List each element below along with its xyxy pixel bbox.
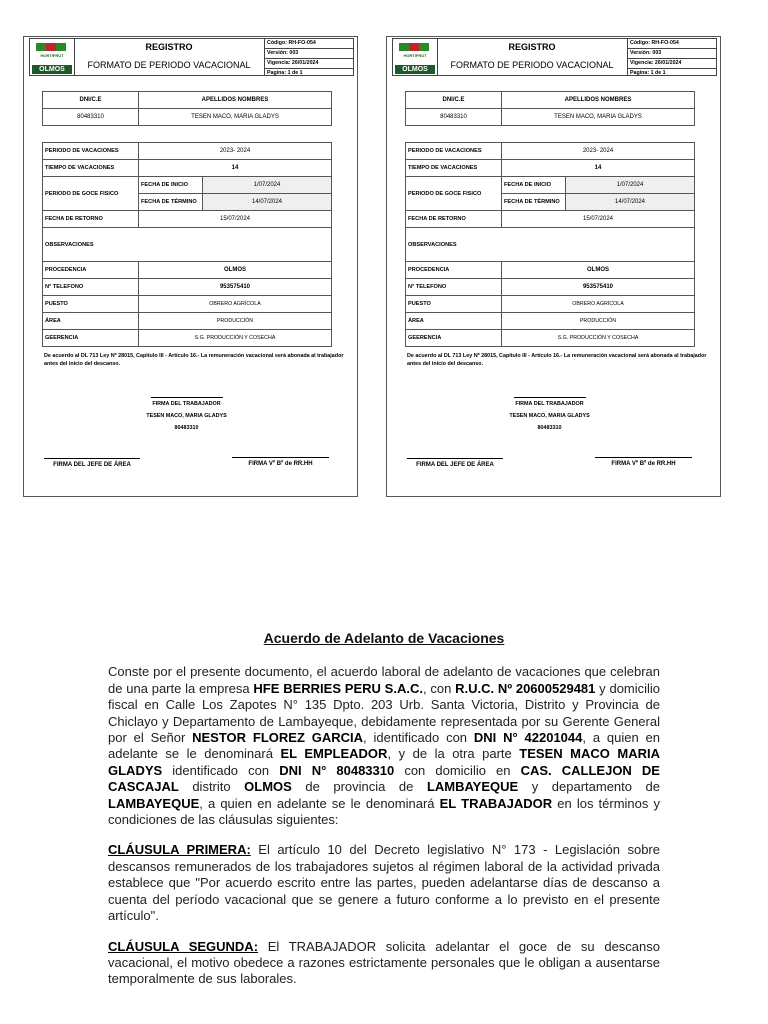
tiempo-value: 14 — [139, 160, 332, 177]
firma-rrhh: FIRMA Vº Bº de RR.HH — [595, 457, 692, 467]
goce-label: PERIODO DE GOCE FISICO — [406, 177, 502, 211]
inicio-value: 1/07/2024 — [203, 177, 332, 194]
worker-district: OLMOS — [244, 779, 292, 795]
worker-address: CAS. CALLEJON DE CASCAJAL — [108, 762, 660, 795]
worker-province: LAMBAYEQUE — [426, 779, 519, 795]
company-logo — [393, 39, 438, 75]
inicio-value: 1/07/2024 — [566, 177, 695, 194]
puesto-value: OBRERO AGRÍCOLA — [139, 296, 332, 313]
gerencia-label: GEERENCIA — [406, 330, 502, 347]
termino-value: 14/07/2024 — [203, 194, 332, 211]
worker-name: TESEN MACO MARIA GLADYS — [108, 746, 660, 778]
intro-text: , con — [422, 680, 456, 696]
form-title: REGISTRO — [145, 42, 193, 52]
periodo-label: PERIODO DE VACACIONES — [406, 143, 502, 160]
signature-name: TESEN MACO, MARIA GLADYS — [509, 413, 590, 419]
goce-label: PERIODO DE GOCE FISICO — [43, 177, 139, 211]
legal-note: De acuerdo al DL 713 Ley Nº 28015, Capitulo III - Artículo 16.- La remuneración vacacional será abonada al trabajador antes del inicio del descanso. — [44, 353, 344, 367]
id-table — [42, 91, 332, 126]
firma-jefe: FIRMA DEL JEFE DE ÁREA — [44, 458, 140, 468]
telefono-value: 953575410 — [139, 279, 332, 296]
form-meta — [627, 39, 717, 75]
dni-header: DNI/C.E — [43, 92, 139, 109]
legal-note: De acuerdo al DL 713 Ley Nº 28015, Capitulo III - Artículo 16.- La remuneración vacacional será abonada al trabajador antes del inicio del descanso. — [407, 353, 707, 367]
firma-jefe: FIRMA DEL JEFE DE ÁREA — [407, 458, 503, 468]
intro-text: , identificado con — [363, 730, 474, 746]
form-version: Versión: 003 — [265, 49, 354, 59]
intro-text: , a quien en adelante se le denominará — [108, 730, 660, 762]
employer-role: EL EMPLEADOR — [280, 746, 388, 762]
advance-vacation-agreement — [108, 630, 660, 1002]
firma-rrhh: FIRMA Vº Bº de RR.HH — [232, 457, 329, 467]
form-vigencia: Vigencia: 26/01/2024 — [265, 59, 354, 69]
intro-text: distrito — [178, 779, 245, 795]
termino-label: FECHA DE TÉRMINO — [139, 194, 203, 211]
puesto-label: PUESTO — [43, 296, 139, 313]
intro-text: , a quien en adelante se le denominará — [199, 795, 440, 811]
procedencia-label: PROCEDENCIA — [406, 262, 502, 279]
puesto-label: PUESTO — [406, 296, 502, 313]
observaciones-label: OBSERVACIONES — [406, 228, 695, 262]
telefono-value: 953575410 — [502, 279, 695, 296]
worker-signature-block — [114, 397, 259, 434]
names-header: APELLIDOS NOMBRES — [139, 92, 332, 109]
form-vigencia: Vigencia: 26/01/2024 — [628, 59, 717, 69]
inicio-label: FECHA DE INICIO — [502, 177, 566, 194]
names-header: APELLIDOS NOMBRES — [502, 92, 695, 109]
signature-label: FIRMA DEL TRABAJADOR — [152, 401, 221, 407]
area-label: ÁREA — [406, 313, 502, 330]
inicio-label: FECHA DE INICIO — [139, 177, 203, 194]
retorno-value: 15/07/2024 — [139, 211, 332, 228]
logo-brand: HORTIFRUT — [40, 53, 64, 58]
names-value: TESEN MACO, MARIA GLADYS — [502, 109, 695, 126]
tiempo-value: 14 — [502, 160, 695, 177]
clause-first — [108, 842, 660, 924]
form-header — [392, 38, 717, 76]
company-ruc: R.U.C. Nº 20600529481 — [455, 680, 596, 696]
form-version: Versión: 003 — [628, 49, 717, 59]
clause-first-text: El artículo 10 del Decreto legislativo N° 173 - Legislación sobre descansos remunerados de los trabajadores sujetos al régimen laboral de la actividad privada establece que "Por acuerdo escrito entre las partes, pueden adelantarse días de descanso a cuenta del período vacacional que se genere a futuro conforme a lo previsto en el presente artículo". — [108, 842, 660, 924]
periodo-label: PERIODO DE VACACIONES — [43, 143, 139, 160]
vacation-table — [42, 142, 332, 347]
intro-text: y domicilio fiscal en Calle Los Zapotes N° 135 Dpto. 203 Urb. Santa Victoria, Distrito y Provincia de Chiclayo y Departamento de Lambayeque, debidamente representada por su Gerente General por el Señor — [108, 680, 661, 746]
signature-dni: 80483310 — [537, 425, 562, 431]
form-header — [29, 38, 354, 76]
procedencia-label: PROCEDENCIA — [43, 262, 139, 279]
form-subtitle: FORMATO DE PERIODO VACACIONAL — [450, 60, 614, 70]
signature-name: TESEN MACO, MARIA GLADYS — [146, 413, 227, 419]
logo-flag-icon — [36, 43, 66, 51]
area-value: PRODUCCIÓN — [502, 313, 695, 330]
dni-header: DNI/C.E — [406, 92, 502, 109]
logo-flag-icon — [399, 43, 429, 51]
area-label: ÁREA — [43, 313, 139, 330]
intro-text: y departamento de — [518, 779, 660, 795]
tiempo-label: TIEMPO DE VACACIONES — [43, 160, 139, 177]
periodo-value: 2023- 2024 — [139, 143, 332, 160]
retorno-label: FECHA DE RETORNO — [43, 211, 139, 228]
retorno-value: 15/07/2024 — [502, 211, 695, 228]
form-code: Código: RH-FO-054 — [628, 39, 717, 49]
intro-text: en los términos y condiciones de las cláusulas siguientes: — [108, 795, 661, 828]
worker-dni: DNI N° 80483310 — [279, 762, 395, 778]
manager-name: NESTOR FLOREZ GARCIA — [192, 730, 364, 746]
names-value: TESEN MACO, MARIA GLADYS — [139, 109, 332, 126]
telefono-label: N° TELEFONO — [406, 279, 502, 296]
puesto-value: OBRERO AGRÍCOLA — [502, 296, 695, 313]
clause-second-text: El TRABAJADOR solicita adelantar el goce de su descanso vacacional, el motivo obedece a razones estrictamente personales que le obligan a ausentarse temporalmente de sus laborales. — [108, 938, 660, 987]
intro-text: de provincia de — [291, 779, 427, 795]
area-value: PRODUCCIÓN — [139, 313, 332, 330]
termino-label: FECHA DE TÉRMINO — [502, 194, 566, 211]
manager-dni: DNI N° 42201044 — [473, 730, 583, 746]
form-page: Pagina: 1 de 1 — [267, 70, 303, 76]
form-meta — [264, 39, 354, 75]
form-code: Código: RH-FO-054 — [265, 39, 354, 49]
form-subtitle: FORMATO DE PERIODO VACACIONAL — [87, 60, 251, 70]
logo-brand: HORTIFRUT — [403, 53, 427, 58]
worker-signature-block — [477, 397, 622, 434]
company-name: HFE BERRIES PERU S.A.C. — [253, 680, 423, 696]
vacation-table — [405, 142, 695, 347]
logo-badge: OLMOS — [32, 65, 72, 74]
procedencia-value: OLMOS — [139, 262, 332, 279]
worker-role: EL TRABAJADOR — [439, 795, 553, 811]
company-logo — [30, 39, 75, 75]
intro-text: , y de la otra parte — [387, 746, 520, 762]
telefono-label: N° TELEFONO — [43, 279, 139, 296]
clause-second-title: CLÁUSULA SEGUNDA: — [108, 938, 259, 954]
gerencia-label: GEERENCIA — [43, 330, 139, 347]
termino-value: 14/07/2024 — [566, 194, 695, 211]
retorno-label: FECHA DE RETORNO — [406, 211, 502, 228]
clause-first-title: CLÁUSULA PRIMERA: — [108, 842, 251, 858]
gerencia-value: S.G. PRODUCCIÓN Y COSECHA — [139, 330, 332, 347]
form-page: Pagina: 1 de 1 — [630, 70, 666, 76]
agreement-title: Acuerdo de Adelanto de Vacaciones — [263, 630, 505, 646]
agreement-intro-paragraph — [108, 664, 660, 828]
logo-badge: OLMOS — [395, 65, 435, 74]
dni-value: 80483310 — [406, 109, 502, 126]
intro-text: con domicilio en — [394, 762, 521, 778]
vacation-form-copy-left — [23, 36, 358, 497]
signature-dni: 80483310 — [174, 425, 199, 431]
id-table — [405, 91, 695, 126]
form-title: REGISTRO — [508, 42, 556, 52]
tiempo-label: TIEMPO DE VACACIONES — [406, 160, 502, 177]
worker-department: LAMBAYEQUE — [108, 795, 200, 811]
intro-text: identificado con — [162, 762, 280, 778]
intro-text: Conste por el presente documento, el acuerdo laboral de adelanto de vacaciones que celebran de una parte la empresa — [108, 664, 660, 696]
periodo-value: 2023- 2024 — [502, 143, 695, 160]
observaciones-label: OBSERVACIONES — [43, 228, 332, 262]
procedencia-value: OLMOS — [502, 262, 695, 279]
gerencia-value: S.G. PRODUCCIÓN Y COSECHA — [502, 330, 695, 347]
clause-second — [108, 939, 660, 988]
signature-label: FIRMA DEL TRABAJADOR — [515, 401, 584, 407]
dni-value: 80483310 — [43, 109, 139, 126]
vacation-form-copy-right — [386, 36, 721, 497]
